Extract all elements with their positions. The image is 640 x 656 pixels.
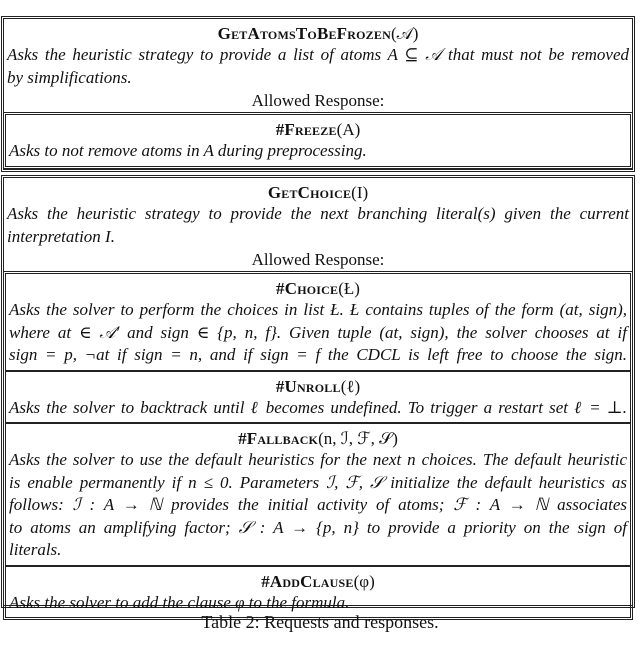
- description-line: Asks the solver to backtrack until ℓ becomes undefined. To trigger a restart set ℓ = ⊥.: [9, 397, 627, 417]
- response-title: [6, 372, 630, 397]
- request-title: [4, 178, 632, 203]
- description-line: where at ∈ 𝒜′ and sign ∈ {p, n, f}. Given tuple (at, sign), the solver chooses at if: [9, 322, 627, 342]
- response-name: #Freeze: [275, 120, 337, 139]
- table-caption: Table 2: Requests and responses.: [201, 612, 439, 632]
- request-name: GetChoice: [267, 183, 352, 202]
- request-name: GetAtomsToBeFrozen: [217, 24, 391, 43]
- response-title: [6, 567, 630, 592]
- response-box: [3, 112, 633, 169]
- request-args: (𝒜): [390, 24, 419, 43]
- response-title: [6, 424, 630, 449]
- description-line: is enable permanently if n ≤ 0. Parameters ℐ, ℱ, 𝒮 initialize the default heuristics as: [9, 472, 627, 492]
- response-freeze: [6, 115, 630, 166]
- response-unroll: [6, 370, 630, 423]
- response-fallback: [6, 422, 630, 565]
- response-name: #Fallback: [238, 429, 319, 448]
- response-choice: [6, 274, 630, 370]
- description-line: interpretation I.: [7, 226, 115, 246]
- response-box: [3, 271, 633, 620]
- response-args: (φ): [353, 571, 375, 591]
- description-line: Asks the solver to add the clause φ to the formula.: [9, 592, 350, 612]
- description-line: Asks the solver to perform the choices in list Ł. Ł contains tuples of the form (at, sign),: [9, 300, 627, 319]
- response-title: [6, 115, 630, 140]
- response-name: #Choice: [276, 279, 339, 298]
- description-line: Asks the heuristic strategy to provide a list of atoms A ⊆ 𝒜 that must not be removed: [7, 45, 629, 64]
- description-line: follows: ℐ : A → ℕ provides the initial activity of atoms; ℱ : A → ℕ associates: [9, 495, 627, 514]
- response-args: (n, ℐ, ℱ, 𝒮): [318, 429, 398, 448]
- allowed-response-label: Allowed Response:: [251, 91, 385, 110]
- request-args: (I): [351, 183, 369, 202]
- response-name: #AddClause: [261, 571, 354, 591]
- description-line: by simplifications.: [7, 67, 132, 87]
- request-title: [4, 19, 632, 44]
- response-add-clause: [6, 565, 630, 618]
- description-line: to atoms an amplifying factor; 𝒮 : A → {p, n} to provide a priority on the sign of: [9, 517, 627, 537]
- response-args: (A): [336, 120, 361, 139]
- description-line: Asks the solver to use the default heuristics for the next n choices. The default heuristic: [9, 450, 627, 469]
- description-line: Asks the heuristic strategy to provide the next branching literal(s) given the current: [7, 204, 629, 223]
- response-name: #Unroll: [275, 376, 341, 396]
- description-line: Asks to not remove atoms in A during preprocessing.: [9, 141, 367, 160]
- allowed-response-label: Allowed Response:: [251, 250, 385, 269]
- description-line: literals.: [9, 540, 62, 559]
- request-box-get-choice: [1, 175, 635, 612]
- response-args: (Ł): [338, 279, 360, 298]
- request-box-get-atoms-to-be-frozen: [1, 16, 635, 172]
- response-args: (ℓ): [340, 376, 361, 396]
- description-line: sign = p, ¬at if sign = n, and if sign = f the CDCL is left free to choose the sign.: [9, 345, 627, 364]
- response-title: [6, 274, 630, 299]
